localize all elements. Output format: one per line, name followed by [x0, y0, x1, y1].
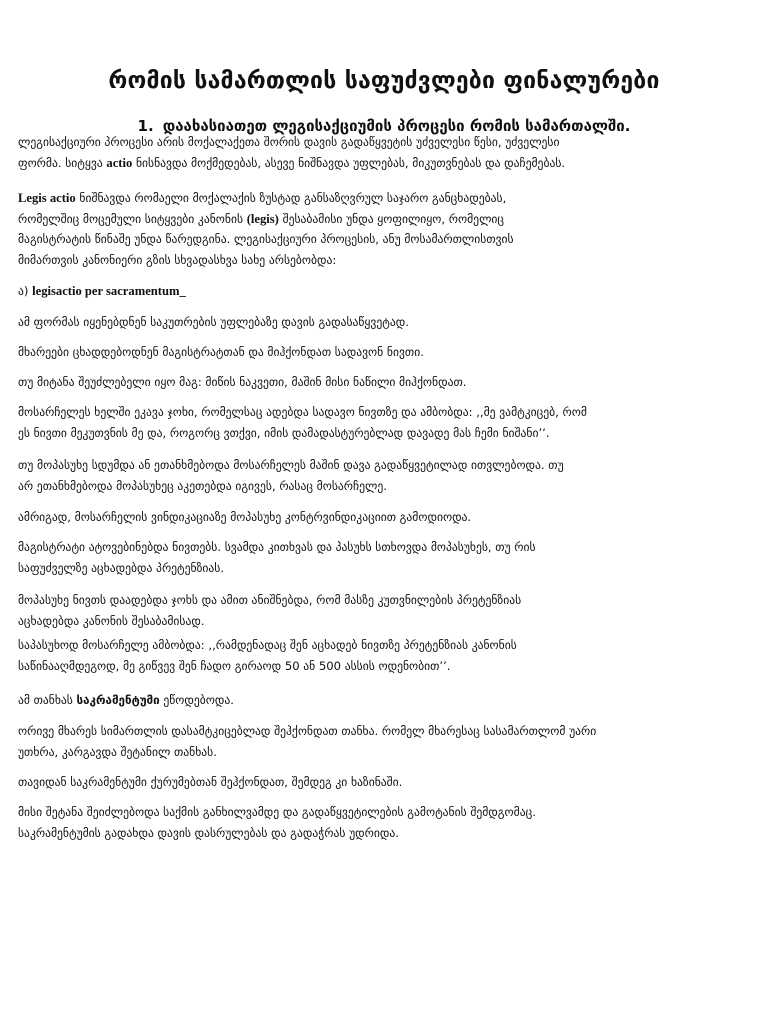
bold-term-sakramentumi: საკრამენტუმი — [76, 693, 160, 707]
text-run: ეწოდებოდა. — [159, 693, 234, 707]
paragraph — [18, 772, 732, 793]
paragraph-line: მაგისტრატის წინაშე უნდა წარედგინა. ლეგისაქციური პროცესის, ანუ მოსამართლისთვის — [18, 232, 514, 246]
paragraph — [18, 590, 732, 631]
text-run: შესაბამისი უნდა ყოფილიყო, რომელიც — [278, 211, 505, 226]
paragraph-line: საწინააღმდეგოდ, მე გიწვევ შენ ჩადო გირაოდ 50 ან 500 ასსის ოდენობით’’. — [18, 658, 451, 673]
paragraph-line — [18, 188, 732, 209]
paragraph — [18, 372, 732, 393]
paragraph-intro — [18, 132, 732, 173]
bold-term-actio: actio — [106, 155, 133, 170]
paragraph-line: არ ეთანხმებოდა მოპასუხეც აკეთებდა იგივეს, რასაც მოსარჩელე. — [18, 478, 387, 493]
paragraph — [18, 802, 732, 843]
paragraph — [18, 312, 732, 333]
paragraph-line: მოსარჩელეს ხელში ეკავა ჯოხი, რომელსაც ადებდა სადავო ნივთზე და ამბობდა: ,,მე ვამტკიცებ, რომ — [18, 405, 587, 419]
bold-term-legis-actio: Legis actio — [18, 191, 76, 205]
paragraph-line: მოპასუხე ნივთს დაადებდა ჯოხს და ამით ანიშნებდა, რომ მასზე კუთვნილების პრეტენზიას — [18, 593, 522, 607]
document-title: რომის სამართლის საფუძვლები ფინალურები — [108, 68, 660, 94]
paragraph-line — [18, 209, 732, 230]
paragraph-line — [18, 153, 732, 174]
paragraph-line: უთხრა, კარგავდა შეტანილ თანხას. — [18, 744, 217, 759]
paragraph-line: ლეგისაქციური პროცესი არის მოქალაქეთა შორის დავის გადაწყვეტის უძველესი წესი, უძველესი — [18, 135, 560, 149]
paragraph-line: ეს ნივთი მეკუთვნის მე და, როგორც ვთქვი, იმის დამადასტურებლად დავადე მას ჩემი ნიშანი’’. — [18, 425, 550, 440]
text-run: ფორმა. სიტყვა — [18, 155, 107, 170]
text-run: ნისნავდა მოქმედებას, ასევე ნიშნავდა უფლებას, მიკუთვნებას და დაჩემებას. — [132, 155, 566, 170]
bold-term-sacramentum: legisactio per sacramentum_ — [32, 284, 186, 298]
list-item-sacramentum — [18, 281, 732, 302]
paragraph — [18, 507, 732, 528]
paragraph-legis-actio — [18, 188, 732, 270]
paragraph — [18, 635, 732, 676]
paragraph-line: საპასუხოდ მოსარჩელე ამბობდა: ,,რამდენადაც შენ აცხადებ ნივთზე პრეტენზიას კანონის — [18, 638, 517, 652]
paragraph — [18, 537, 732, 578]
paragraph-line: საკრამენტუმის გადახდა დავის დასრულებას და გადაჭრას უდრიდა. — [18, 825, 399, 840]
paragraph-line: მიმართვის კანონიერი გზის სხვადასხვა სახე არსებობდა: — [18, 252, 337, 267]
section-heading-text: დაახასიათეთ ლეგისაქციუმის პროცესი რომის სამართალში. — [162, 117, 631, 135]
paragraph-line: თუ მოპასუხე სდუმდა ან ეთანხმებოდა მოსარჩელეს მაშინ დავა გადაწყვეტილად ითვლებოდა. თუ — [18, 458, 564, 472]
paragraph-line: მისი შეტანა შეიძლებოდა საქმის განხილვამდე და გადაწყვეტილების გამოტანის შემდგომაც. — [18, 805, 536, 819]
list-marker: ა) — [18, 284, 33, 298]
bold-term-legis: (legis) — [246, 211, 279, 226]
paragraph-line: ამ ფორმას იყენებდნენ საკუთრების უფლებაზე დავის გადასაწყვეტად. — [18, 315, 409, 329]
section-number: 1. — [137, 117, 154, 135]
paragraph — [18, 721, 732, 762]
text-run: ნიშნავდა რომაელი მოქალაქის ზუსტად განსაზღვრულ საჯარო განცხადებას, — [75, 191, 507, 205]
paragraph-line: ამრიგად, მოსარჩელის ვინდიკაციაზე მოპასუხე კონტრვინდიკაციით გამოდიოდა. — [18, 510, 472, 524]
paragraph — [18, 455, 732, 496]
paragraph-line: თუ მიტანა შეუძლებელი იყო მაგ: მიწის ნაკვეთი, მაშინ მისი ნაწილი მიჰქონდათ. — [18, 375, 467, 389]
paragraph — [18, 342, 732, 363]
paragraph-line: ორივე მხარეს სიმართლის დასამტკიცებლად შეჰქონდათ თანხა. რომელ მხარესაც სასამართლომ უარი — [18, 724, 597, 738]
paragraph-line — [18, 690, 732, 711]
paragraph — [18, 690, 732, 711]
paragraph-line: მაგისტრატი ატოვებინებდა ნივთებს. სვამდა კითხვას და პასუხს სთხოვდა მოპასუხეს, თუ რის — [18, 540, 536, 554]
text-run: რომელშიც მოცემული სიტყვები კანონის — [18, 211, 247, 226]
paragraph — [18, 402, 732, 443]
paragraph-line: საფუძველზე აცხადებდა პრეტენზიას. — [18, 560, 225, 575]
paragraph-line: მხარეები ცხადდებოდნენ მაგისტრატთან და მიჰქონდათ სადავონ ნივთი. — [18, 345, 424, 359]
paragraph-line: თავიდან საკრამენტუმი ქურუმებთან შეჰქონდათ, შემდეგ კი ხაზინაში. — [18, 775, 403, 789]
paragraph-line — [18, 281, 732, 302]
text-run: ამ თანხას — [18, 693, 77, 707]
paragraph-line: აცხადებდა კანონის შესაბამისად. — [18, 613, 205, 628]
